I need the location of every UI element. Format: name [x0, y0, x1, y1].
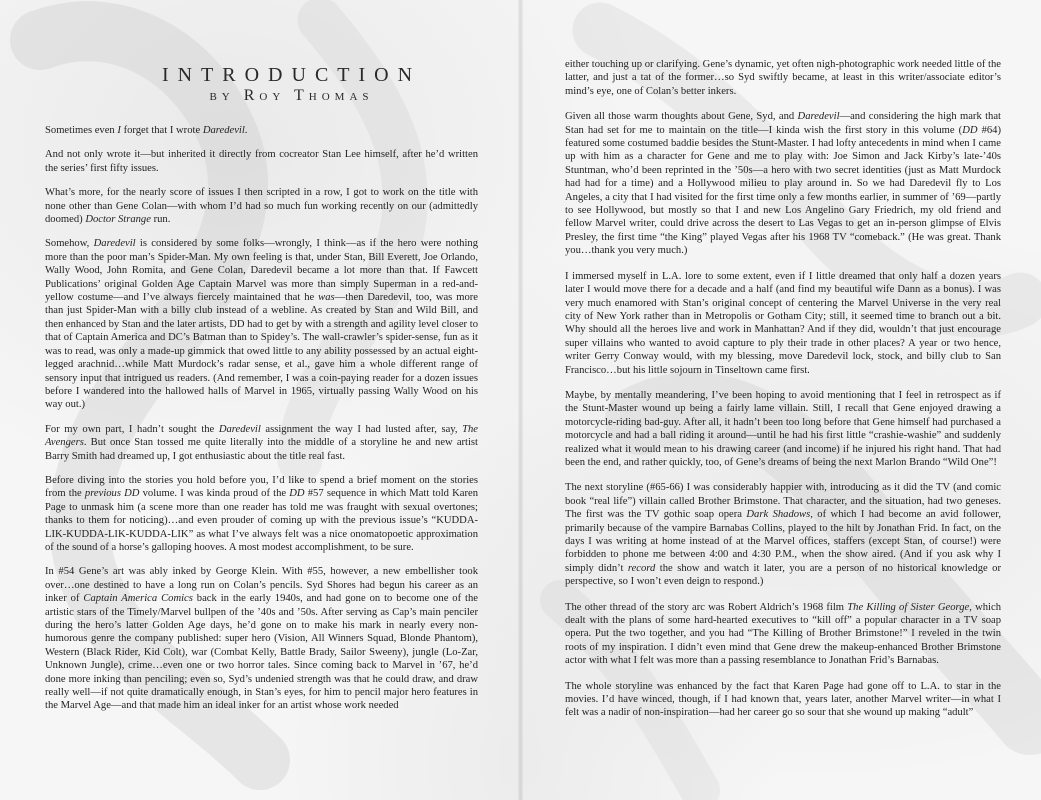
text-run: forget that I wrote	[120, 125, 203, 136]
text-run: The whole storyline was enhanced by the fact that Karen Page had gone off to L.A. to star in the movies. I’d have winced, though, if I had known that, years later, another Marvel writer—in what I felt was a nadir of non-inspiration—had her career go so sour that she wound up making “adult”	[565, 680, 1001, 719]
text-run: Somehow,	[45, 238, 94, 250]
text-run: I immersed myself in L.A. lore to some extent, even if I little dreamed that only half a dozen years later I would move there for a decade and a half (and find my beautiful wife Dann as a bonus). I was very much enamored with Stan’s original concept of centering the Marvel Universe in the very real city of New York rather than in Metropolis or Gotham City; still, it seemed time to branch out a bit. Why should all the heroes live and work in Manhattan? And if they did, wouldn’t that just encourage super villains who wanted to avoid capture to ply their trade in other places? A year or two hence, writer Gerry Conway would, with my blessing, move Daredevil lock, stock, and billy club to San Francisco…but his little sojourn in Tinseltown came first.	[565, 270, 1001, 376]
italic-text: Dark Shadows	[746, 509, 811, 521]
text-run: #57 sequence in which Matt told Karen Page to unmask him (a scene more than one reader has told me was fraught with sexual overtones; thanks to them for noticing)…and even prouder of coming up with the previous issue’s “KUDDA-LIK-KUDDA-LIK-KUDDA-LIK” as what I’ve always felt was a nice onomatopoetic approximation of the sound of a horse’s galloping hooves. A most modest accomplishment, to be sure.	[45, 488, 479, 553]
text-run: Given all those warm thoughts about Gene, Syd, and	[565, 111, 798, 123]
text-run: volume. I was kinda proud of the	[139, 488, 290, 500]
italic-text: was	[318, 292, 335, 304]
left-page-body	[45, 124, 478, 713]
paragraph	[45, 423, 478, 463]
paragraph	[45, 565, 478, 712]
italic-text: Daredevil	[93, 238, 136, 250]
paragraph	[45, 237, 478, 411]
italic-text: Daredevil	[797, 111, 840, 123]
paragraph	[45, 148, 478, 175]
italic-text: Daredevil	[202, 125, 245, 136]
paragraph	[45, 474, 478, 554]
paragraph	[565, 389, 1001, 469]
paragraph	[565, 601, 1001, 668]
text-run: is considered by some folks—wrongly, I think—as if the hero were nothing more than the poor man’s Spider-Man. My own feeling is that, under Stan, Bill Everett, Joe Orlando, Wally Wood, John Romita, and Gene Colan, Daredevil became a lot more than that. If Fawcett Publications’ original Golden Age Captain Marvel was more than simply Superman in a red-and-yellow costume—and I’ve always fiercely maintained that he	[45, 238, 479, 304]
right-page-body	[565, 58, 1001, 720]
text-run: For my own part, I hadn’t sought the	[45, 423, 219, 435]
italic-text: I	[117, 125, 121, 136]
text-run: And not only wrote it—but inherited it directly from cocreator Stan Lee himself, after he’d written the series’ first fifty issues.	[45, 149, 478, 174]
text-run: What’s more, for the nearly score of issues I then scripted in a row, I got to work on the title with none other than Gene Colan—with whom I’d had so much fun working recently on our (admittedly doomed)	[45, 187, 478, 226]
text-run: Maybe, by mentally meandering, I’ve been hoping to avoid mentioning that I feel in retrospect as if the Stunt-Master wound up being a fairly lame villain. Still, I recall that Gene enjoyed drawing a motorcycle-riding bad-guy. After all, it hadn’t been too long before that Gene himself had purchased a motorcycle and had a ball riding it around—until he had his first little “crashie-washie” and suddenly realized what it would mean to his drawing career (and income) if he injured his right hand. That had been the end, and rather quickly, too, of Gene’s dreams of being the next Marlon Brando “Wild One”!	[565, 389, 1001, 468]
text-run: In #54 Gene’s art was ably inked by George Klein. With #55, however, a new embellisher took over…one destined to have a long run on Colan’s pencils. Syd Shores had begun his career as an inker of	[45, 566, 478, 605]
italic-text: previous DD	[84, 488, 140, 500]
text-run: , of which I had become an avid follower, primarily because of the vampire Barnabas Collins, played to the hilt by Jonathan Frid. In fact, on the days I was writing at home instead of at the Marvel offices, staffers (except Stan, of course!) were forbidden to phone me between 4:00 and 4:30 P.M., when the show aired. (And if you ask why I simply didn’t	[565, 509, 1001, 574]
text-run: the show and watch it later, you are a person of no historical knowledge or perspective, so I won’t even deign to respond.)	[565, 562, 1001, 588]
text-run: The next storyline (#65-66) I was considerably happier with, introducing as it did the TV (and comic book “real life”) villain called Brother Brimstone. That character, and the situation, had two geneses. The first was the TV gothic soap opera	[565, 482, 1001, 521]
italic-text: The Avengers	[45, 423, 478, 449]
italic-text: record	[627, 562, 656, 574]
left-page	[0, 0, 518, 800]
text-run: Sometimes even	[45, 125, 118, 136]
italic-text: DD	[289, 488, 305, 500]
title-block	[105, 64, 478, 106]
paragraph	[565, 680, 1001, 720]
paragraph	[565, 58, 1001, 98]
text-run: The other thread of the story arc was Robert Aldrich’s 1968 film	[565, 601, 848, 613]
italic-text: DD	[962, 124, 978, 136]
author-byline: by Roy Thomas	[209, 87, 374, 104]
text-run: either touching up or clarifying. Gene’s dynamic, yet often nigh-photographic work needed little of the latter, and just a tat of the former…so Syd swiftly became, at least in this writer/associate editor’s mind’s eye, one of Colan’s better inkers.	[565, 59, 1001, 97]
text-run: —and considering the high mark that Stan had set for me to maintain on the title—I kinda wish the first story in this volume (	[565, 111, 1001, 136]
page-title: INTRODUCTION	[161, 64, 422, 86]
text-run: —then Daredevil, too, was more than just Spider-Man with a billy club instead of a webline. As created by Stan and Wild Bill, and then enhanced by Stan and the later artists, DD had to get by with a strength and agility level closer to that of Captain America and DC’s Batman than to Spidey’s. The wall-crawler’s spider-sense, fun as it was to read, was only a made-up gimmick that owed little to any ability possessed by an actual eight-legged arachnid…while Matt Murdock’s radar sense, et al., gave him a whole different range of sensory input that intrigued us readers. (And remember, I was a coin-paying reader for a dozen issues before I wandered into the hallowed halls of Marvel in 1965, virtually passing Wally Wood on his way out.)	[45, 292, 478, 411]
text-run: Before diving into the stories you hold before you, I’d like to spend a brief moment on the stories from the	[45, 474, 478, 500]
text-run: #64) featured some costumed baddie besides the Stunt-Master. I had lofty antecedents in mind when I came up with him as a character for Gene and me to play with: Joe Simon and Jack Kirby’s late-’40s Stuntman, who’d been reprinted in the ’50s—a hero with two secret identities (just as Matt Murdock had had for a time) and a Hollywood milieu to play around in. So we had Daredevil fly to Los Angeles, a city that I had visited for the first time only a few months earlier, in summer of ’69—partly to see Hollywood, but mostly so that I and new Los Angelino Gary Friedrich, my old friend and fellow Marvel writer, could drive across the desert to Las Vegas to get an in-person glimpse of Elvis Presley, the first time “the King” played Vegas after his 1968 TV “comeback.” (He was great. Thank you…thank you very much.)	[565, 124, 1001, 257]
paragraph	[565, 481, 1001, 588]
italic-text: Captain America Comics	[83, 593, 193, 605]
text-run: . But once Stan tossed me quite literally into the middle of a storyline he and new artist Barry Smith had dreamed up, I got enthusiastic about the title real fast.	[45, 437, 478, 462]
paragraph	[565, 270, 1001, 377]
text-run: , which dealt with the plans of some hard-hearted executives to “kill off” a popular character in a TV soap opera. Put the two together, and you had “The Killing of Brother Brimstone!” I reveled in the twin roots of my inspiration. I didn’t even mind that Gene drew the makeup-enhanced Brother Brimstone actor with what I felt was more than a passing resemblance to Jonathan Frid’s Barnabas.	[565, 601, 1001, 667]
text-run: assignment the way I had lusted after, say,	[260, 423, 463, 435]
paragraph	[45, 124, 478, 137]
text-run: back in the early 1940s, and had gone on to become one of the artistic stars of the Timely/Marvel bullpen of the ’40s and ’50s. After serving as Cap’s main penciler during the hero’s latter Golden Age days, he’d gone on to make his mark in nearly every non-humorous genre the company published: super hero (Vision, All Winners Squad, Blonde Phantom), Western (Black Rider, Kid Colt), war (Combat Kelly, Battle Brady, Sailor Sweeny), jungle (Lo-Zar, Unknown Jungle), crime…even one or two horror tales. Since coming back to Marvel in ’67, he’d done more inking than penciling; even so, Syd’s undenied strength was that he could draw, and draw really well—if not quite dramatically enough, in Stan’s eyes, for him to pencil major hero features in the Marvel Age—and that made him an ideal inker for an artist whose work needed	[45, 593, 478, 712]
paragraph	[565, 110, 1001, 257]
paragraph	[45, 186, 478, 226]
right-page	[523, 0, 1041, 800]
text-run: .	[244, 125, 248, 136]
italic-text: Doctor Strange	[85, 214, 151, 226]
text-run: run.	[150, 214, 171, 226]
italic-text: Daredevil	[218, 423, 261, 435]
italic-text: The Killing of Sister George	[847, 601, 970, 613]
